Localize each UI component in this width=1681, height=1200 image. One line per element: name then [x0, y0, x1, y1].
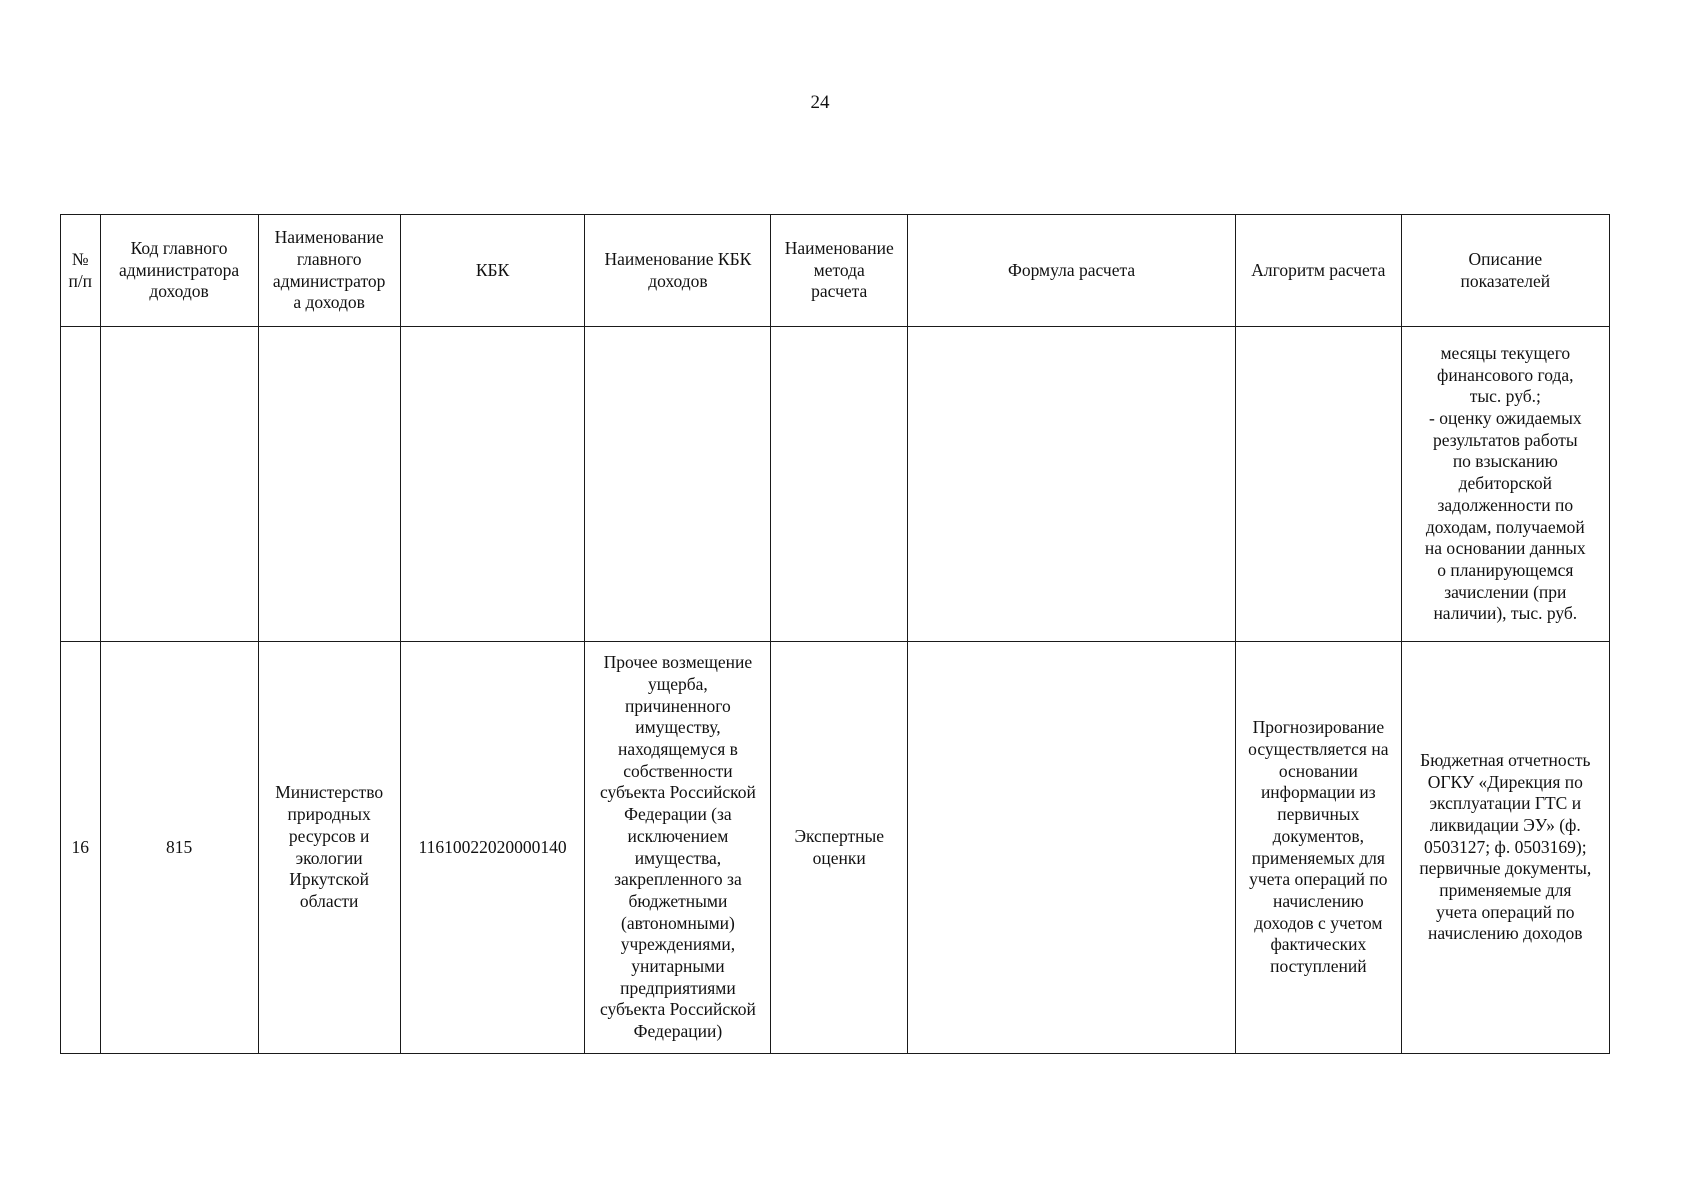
cell-kbk-name: Прочее возмещение ущерба, причиненного имуществу, находящемуся в собственности субъекта Российской Федерации (за исключением имущества, закрепленного за бюджетными (автономными) учреждениями, унитарными предприятиями субъекта Российской Федерации) — [585, 642, 771, 1054]
header-num: № п/п — [61, 215, 101, 327]
header-formula: Формула расчета — [908, 215, 1236, 327]
cell-empty — [258, 327, 400, 642]
cell-empty — [400, 327, 585, 642]
cell-empty — [1236, 327, 1402, 642]
cell-empty — [585, 327, 771, 642]
cell-method: Экспертные оценки — [771, 642, 908, 1054]
cell-formula — [908, 642, 1236, 1054]
cell-description: Бюджетная отчетность ОГКУ «Дирекция по эксплуатации ГТС и ликвидации ЭУ» (ф. 0503127; ф. 0503169); первичные документы, применяемые для учета операций по начислению доходов — [1401, 642, 1609, 1054]
cell-empty — [61, 327, 101, 642]
cell-empty — [908, 327, 1236, 642]
header-admin-name: Наименование главного администратор а доходов — [258, 215, 400, 327]
income-forecast-table — [60, 214, 1610, 1054]
header-description: Описание показателей — [1401, 215, 1609, 327]
cell-kbk: 11610022020000140 — [400, 642, 585, 1054]
header-algorithm: Алгоритм расчета — [1236, 215, 1402, 327]
table-row-continuation — [61, 327, 1610, 642]
table-row — [61, 642, 1610, 1054]
header-kbk: КБК — [400, 215, 585, 327]
cell-empty — [771, 327, 908, 642]
cell-algorithm: Прогнозирование осуществляется на основании информации из первичных документов, применяемых для учета операций по начислению доходов с учетом фактических поступлений — [1236, 642, 1402, 1054]
cell-empty — [100, 327, 258, 642]
header-kbk-name: Наименование КБК доходов — [585, 215, 771, 327]
cell-num: 16 — [61, 642, 101, 1054]
table-header-row — [61, 215, 1610, 327]
cell-description-continued: месяцы текущего финансового года, тыс. руб.; - оценку ожидаемых результатов работы по взысканию дебиторской задолженности по доходам, получаемой на основании данных о планирующемся зачислении (при наличии), тыс. руб. — [1401, 327, 1609, 642]
header-admin-code: Код главного администратора доходов — [100, 215, 258, 327]
cell-admin-name: Министерство природных ресурсов и экологии Иркутской области — [258, 642, 400, 1054]
header-method: Наименование метода расчета — [771, 215, 908, 327]
page-number: 24 — [810, 92, 830, 113]
cell-admin-code: 815 — [100, 642, 258, 1054]
